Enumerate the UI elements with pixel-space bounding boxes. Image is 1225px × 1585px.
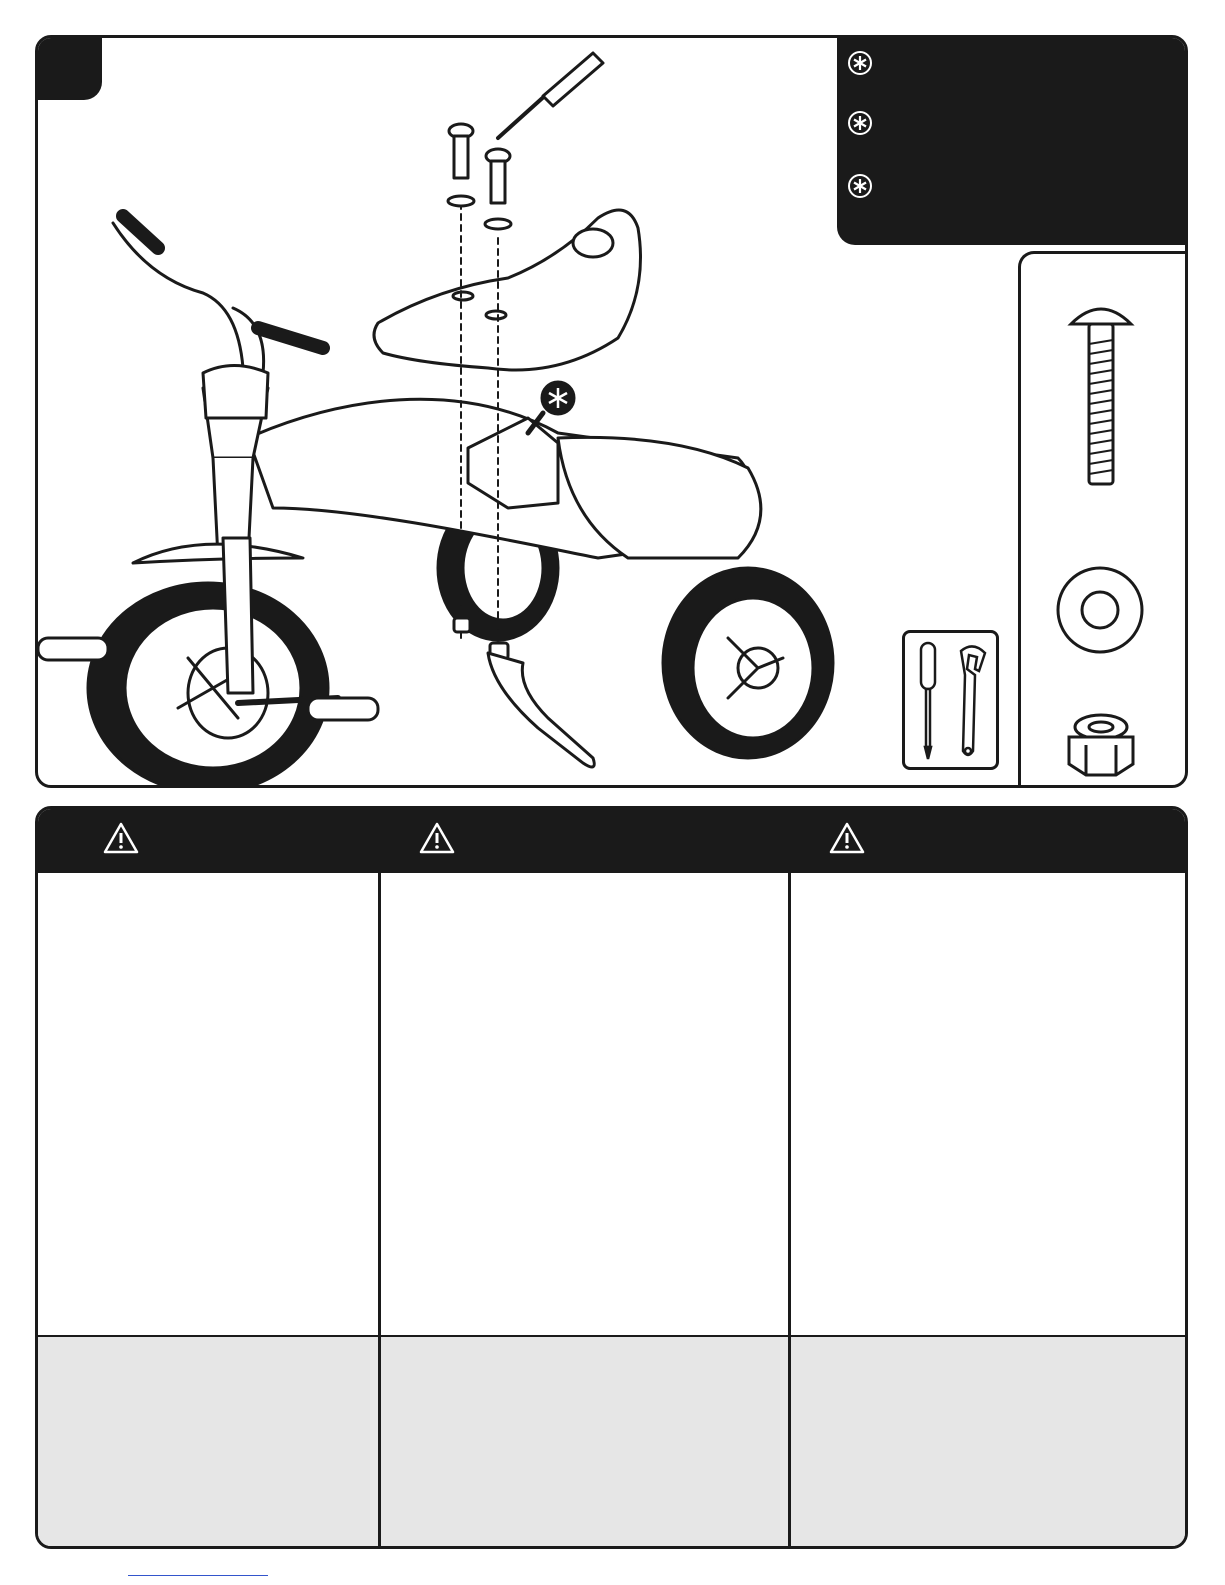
warning-column-3 xyxy=(791,809,1188,1546)
warning-footer-2 xyxy=(381,1335,788,1549)
warning-header-3 xyxy=(791,809,1188,873)
warnings-panel xyxy=(35,806,1188,1549)
warning-header-1 xyxy=(38,809,378,873)
warning-body-3 xyxy=(791,873,1188,1335)
screwdriver-icon xyxy=(913,641,943,763)
warning-body-1 xyxy=(38,873,378,1335)
upper-bolts xyxy=(448,124,511,229)
front-wheel xyxy=(88,583,328,788)
rear-wheel-right xyxy=(663,568,833,758)
parts-list-column xyxy=(1018,251,1185,788)
warning-column-1 xyxy=(38,809,378,1546)
warning-header-2 xyxy=(381,809,788,873)
tricycle-illustration xyxy=(38,38,838,788)
footer-link-underline[interactable] xyxy=(128,1575,268,1576)
tools-required-box xyxy=(902,630,999,770)
warning-icon xyxy=(419,821,455,855)
assembly-step-panel xyxy=(35,35,1188,788)
asterisk-icon xyxy=(847,50,873,76)
warning-footer-3 xyxy=(791,1335,1188,1549)
warning-column-2 xyxy=(381,809,788,1546)
bolt-icon xyxy=(1061,294,1141,494)
washer-icon xyxy=(1054,564,1146,656)
warning-icon xyxy=(829,821,865,855)
warning-footer-1 xyxy=(38,1335,378,1549)
warning-icon xyxy=(103,821,139,855)
lock-nut-icon xyxy=(1061,709,1141,779)
wrench-icon xyxy=(953,641,993,763)
asterisk-icon xyxy=(847,173,873,199)
warning-body-2 xyxy=(381,873,788,1335)
notes-box xyxy=(837,38,1185,245)
asterisk-icon xyxy=(847,110,873,136)
